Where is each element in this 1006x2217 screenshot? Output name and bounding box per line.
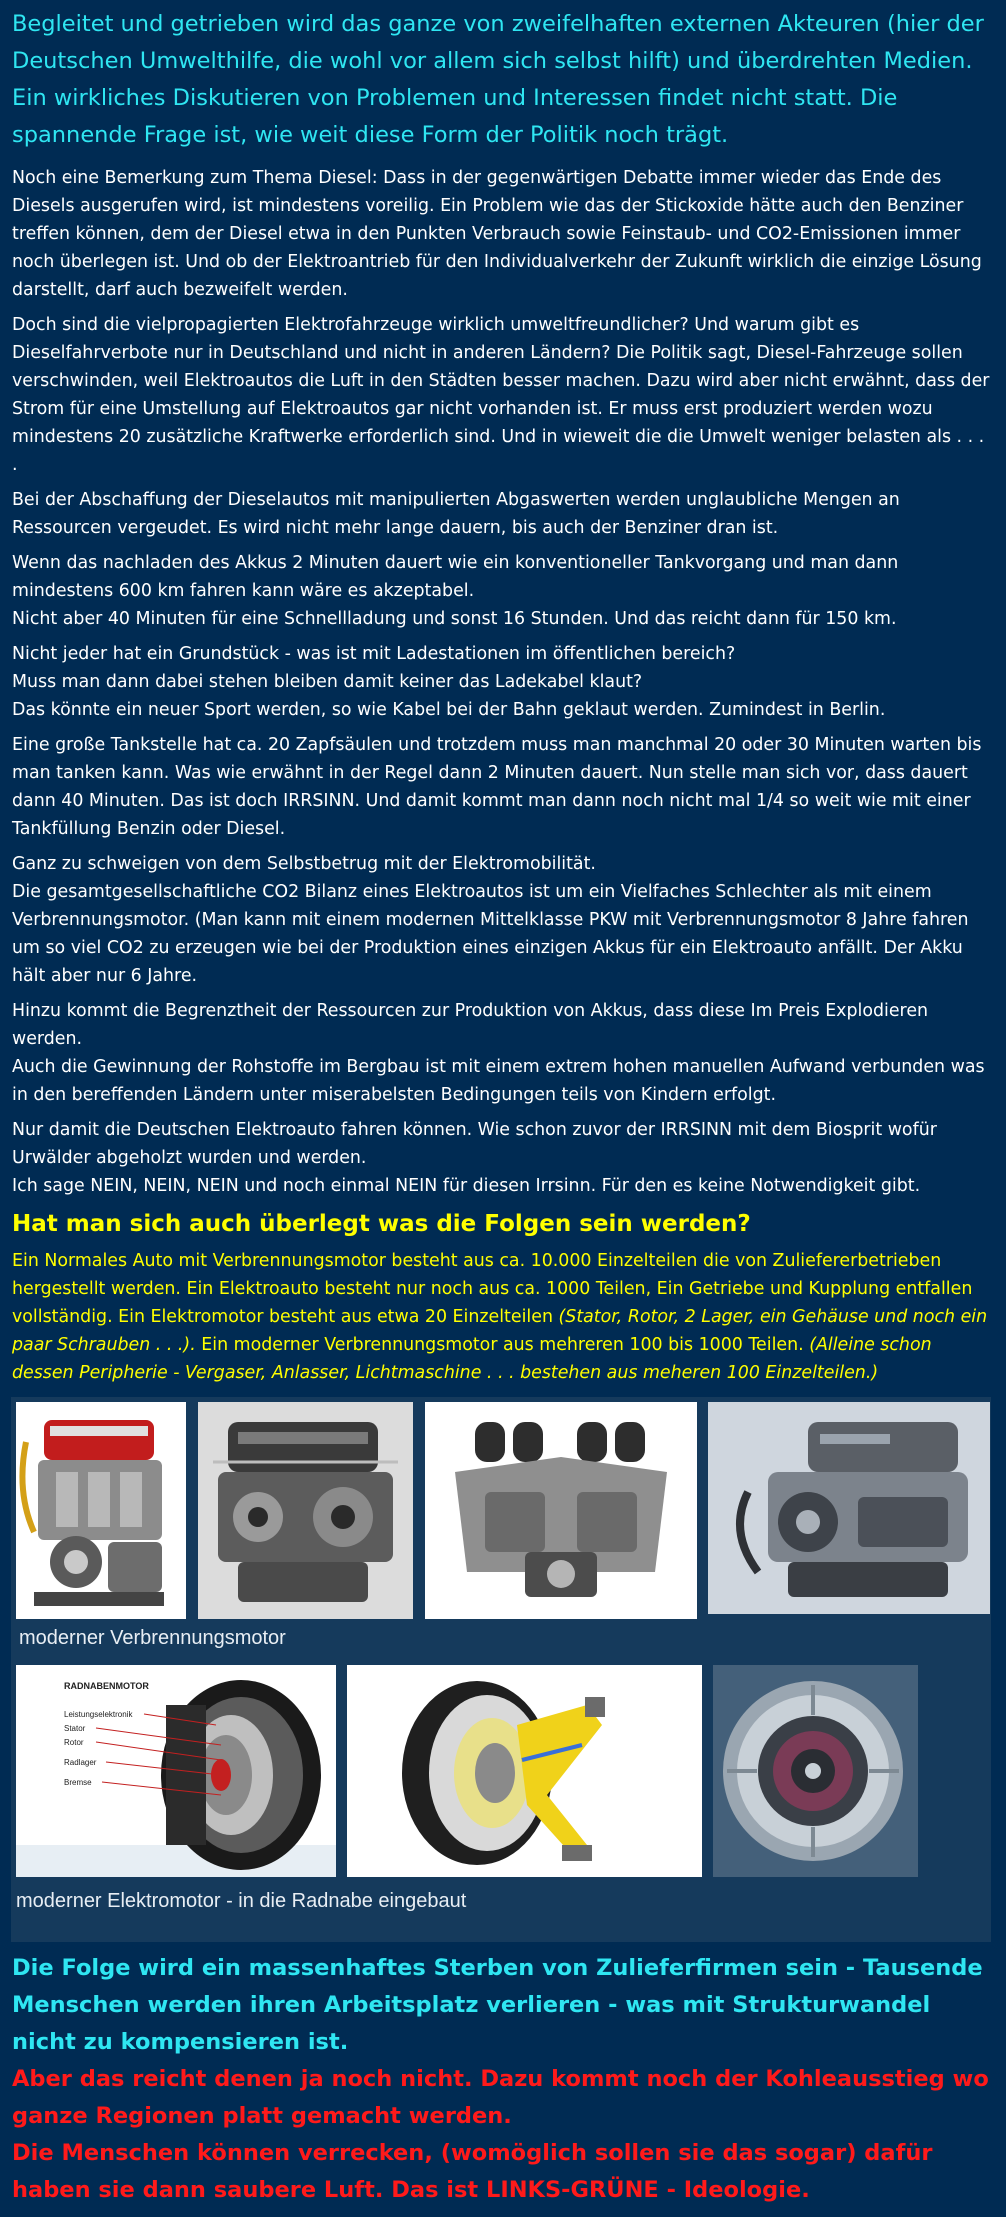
paragraph-line: Ich sage NEIN, NEIN, NEIN und noch einmal NEIN für diesen Irrsinn. Für den es keine Notwendigkeit gibt.: [12, 1176, 921, 1196]
italic-segment: (Alleine schon dessen Peripherie - Vergaser, Anlasser, Lichtmaschine . . . bestehen aus meheren 100 Einzelteilen.): [12, 1335, 932, 1383]
paragraph-line: Hinzu kommt die Begrenztheit der Ressourcen zur Produktion von Akkus, dass diese Im Preis Explodieren werden.: [12, 1001, 929, 1049]
paragraph-co2-balance: [12, 850, 994, 990]
paragraph-resources-wasted: Bei der Abschaffung der Dieselautos mit manipulierten Abgaswerten werden unglaubliche Mengen an Ressourcen vergeudet. Es wird nicht mehr lange dauern, bis auch der Benziner dran ist.: [12, 490, 900, 538]
closing-red-paragraph-2: Die Menschen können verrecken, (womöglich sollen sie das sogar) dafür haben sie dann saubere Luft. Das ist LINKS-GRÜNE - Ideologie.: [12, 2140, 933, 2203]
paragraph-line: Das könnte ein neuer Sport werden, so wie Kabel bei der Bahn geklaut werden. Zumindest in Berlin.: [12, 700, 886, 720]
paragraph-gas-station: Eine große Tankstelle hat ca. 20 Zapfsäulen und trotzdem muss man manchmal 20 oder 30 Minuten warten bis man tanken kann. Was wie erwähnt in der Regel dann 2 Minuten dauert. Nun stelle man sich vor, dass dauert dann 40 Minuten. Das ist doch IRRSINN. Und damit kommt man dann noch nicht mal 1/4 so weit wie mit einer Tankfüllung Benzin oder Diesel.: [12, 735, 982, 839]
caption-combustion-engine: moderner Verbrennungsmotor: [19, 1627, 286, 1649]
paragraph-line: Muss man dann dabei stehen bleiben damit keiner das Ladekabel klaut?: [12, 672, 643, 692]
paragraph-charging-time: [12, 549, 994, 633]
text-segment: Ein Normales Auto mit Verbrennungsmotor besteht aus ca. 10.000 Einzelteilen die von Zuliefererbetrieben hergestellt werden. Ein Elektroauto besteht nur noch aus ca. 1000 Teilen, Ein Getriebe und Kupplung entfallen vollständig. Ein Elektromotor besteht aus etwa 20 Einzelteilen: [12, 1251, 973, 1327]
diagram-label: Stator: [64, 1724, 86, 1733]
engine-photo-cutaway: [16, 1402, 186, 1619]
italic-segment: (Stator, Rotor, 2 Lager, ein Gehäuse und noch ein paar Schrauben . . .).: [12, 1307, 988, 1355]
paragraph-line: Nur damit die Deutschen Elektroauto fahren können. Wie schon zuvor der IRRSINN mit dem Biosprit wofür Urwälder abgeholzt wurden und werden.: [12, 1120, 937, 1168]
engine-photo-v-engine: [425, 1402, 697, 1619]
diagram-label: Radlager: [64, 1758, 97, 1767]
hub-motor-rim-photo: [713, 1665, 918, 1877]
engine-photo-drawing: [198, 1402, 413, 1619]
engine-image: [708, 1402, 990, 1614]
hub-motor-diagram-image: [16, 1665, 336, 1877]
closing-red-paragraph-1: Aber das reicht denen ja noch nicht. Dazu kommt noch der Kohleausstieg wo ganze Regionen platt gemacht werden.: [12, 2066, 989, 2129]
paragraph-public-charging: [12, 640, 994, 724]
caption-electric-motor: moderner Elektromotor - in die Radnabe eingebaut: [16, 1890, 467, 1912]
paragraph-resource-limits: [12, 997, 994, 1109]
engine-image: [425, 1402, 697, 1619]
closing-cyan-paragraph: Die Folge wird ein massenhaftes Sterben von Zulieferfirmen sein - Tausende Menschen werden ihren Arbeitsplatz verlieren - was mit Strukturwandel nicht zu kompensieren ist.: [12, 1955, 983, 2055]
intro-paragraph: Begleitet und getrieben wird das ganze von zweifelhaften externen Akteuren (hier der Deutschen Umwelthilfe, die wohl vor allem sich selbst hilft) und überdrehten Medien. Ein wirkliches Diskutieren von Problemen und Interessen findet nicht statt. Die spannende Frage ist, wie weit diese Form der Politik noch trägt.: [12, 11, 984, 148]
diagram-label: Bremse: [64, 1778, 92, 1787]
engine-photo-modern: [708, 1402, 990, 1614]
paragraph-electric-eco: Doch sind die vielpropagierten Elektrofahrzeuge wirklich umweltfreundlicher? Und warum gibt es Dieselfahrverbote nur in Deutschland und nicht in anderen Ländern? Die Politik sagt, Diesel-Fahrzeuge sollen verschwinden, weil Elektroautos die Luft in den Städten besser machen. Dazu wird aber nicht erwähnt, dass der Strom für eine Umstellung auf Elektroautos gar nicht vorhanden ist. Er muss erst produziert werden wozu mindestens 20 zusätzliche Kraftwerke erforderlich sind. Und in wieweit die die Umwelt weniger belasten als . . . .: [12, 315, 990, 475]
hub-motor-diagram: [16, 1665, 336, 1877]
paragraph-no-no-no: [12, 1116, 994, 1200]
consequences-paragraph: [12, 1247, 994, 1387]
hub-motor-image: [713, 1665, 918, 1877]
paragraph-diesel-end: Noch eine Bemerkung zum Thema Diesel: Dass in der gegenwärtigen Debatte immer wieder das Ende des Diesels ausgerufen wird, ist mindestens voreilig. Ein Problem wie das der Stickoxide hätte auch den Benziner treffen können, dem der Diesel etwa in den Punkten Verbrauch sowie Feinstaub- und CO2-Emissionen immer noch überlegen ist. Und ob der Elektroantrieb für den Individualverkehr der Zukunft wirklich die einzige Lösung darstellt, darf auch bezweifelt werden.: [12, 168, 982, 300]
engine-image: [16, 1402, 186, 1619]
diagram-label: Rotor: [64, 1738, 84, 1747]
hub-motor-wheel-photo: [347, 1665, 702, 1877]
paragraph-line: Auch die Gewinnung der Rohstoffe im Bergbau ist mit einem extrem hohen manuellen Aufwand verbunden was in den bereffenden Ländern unter miserabelsten Bedingungen teils von Kindern erfolgt.: [12, 1057, 985, 1105]
hub-motor-image: [347, 1665, 702, 1877]
paragraph-line: Wenn das nachladen des Akkus 2 Minuten dauert wie ein konventioneller Tankvorgang und man dann mindestens 600 km fahren kann wäre es akzeptabel.: [12, 553, 899, 601]
paragraph-line: Die gesamtgesellschaftliche CO2 Bilanz eines Elektroautos ist um ein Vielfaches Schlechter als mit einem Verbrennungsmotor. (Man kann mit einem modernen Mittelklasse PKW mit Verbrennungsmotor 8 Jahre fahren um so viel CO2 zu erzeugen wie bei der Produktion eines einzigen Akkus für ein Elektroauto anfällt. Der Akku hält aber nur 6 Jahre.: [12, 882, 969, 986]
diagram-label: Leistungselektronik: [64, 1710, 133, 1719]
diagram-title: RADNABENMOTOR: [64, 1681, 149, 1691]
engine-gallery: [11, 1397, 991, 1942]
paragraph-line: Nicht aber 40 Minuten für eine Schnellladung und sonst 16 Stunden. Und das reicht dann für 150 km.: [12, 609, 897, 629]
text-segment: Ein moderner Verbrennungsmotor aus mehreren 100 bis 1000 Teilen.: [195, 1335, 810, 1355]
paragraph-line: Nicht jeder hat ein Grundstück - was ist mit Ladestationen im öffentlichen bereich?: [12, 644, 736, 664]
paragraph-line: Ganz zu schweigen von dem Selbstbetrug mit der Elektromobilität.: [12, 854, 596, 874]
consequences-heading: Hat man sich auch überlegt was die Folgen sein werden?: [12, 1211, 751, 1237]
engine-image: [198, 1402, 413, 1619]
